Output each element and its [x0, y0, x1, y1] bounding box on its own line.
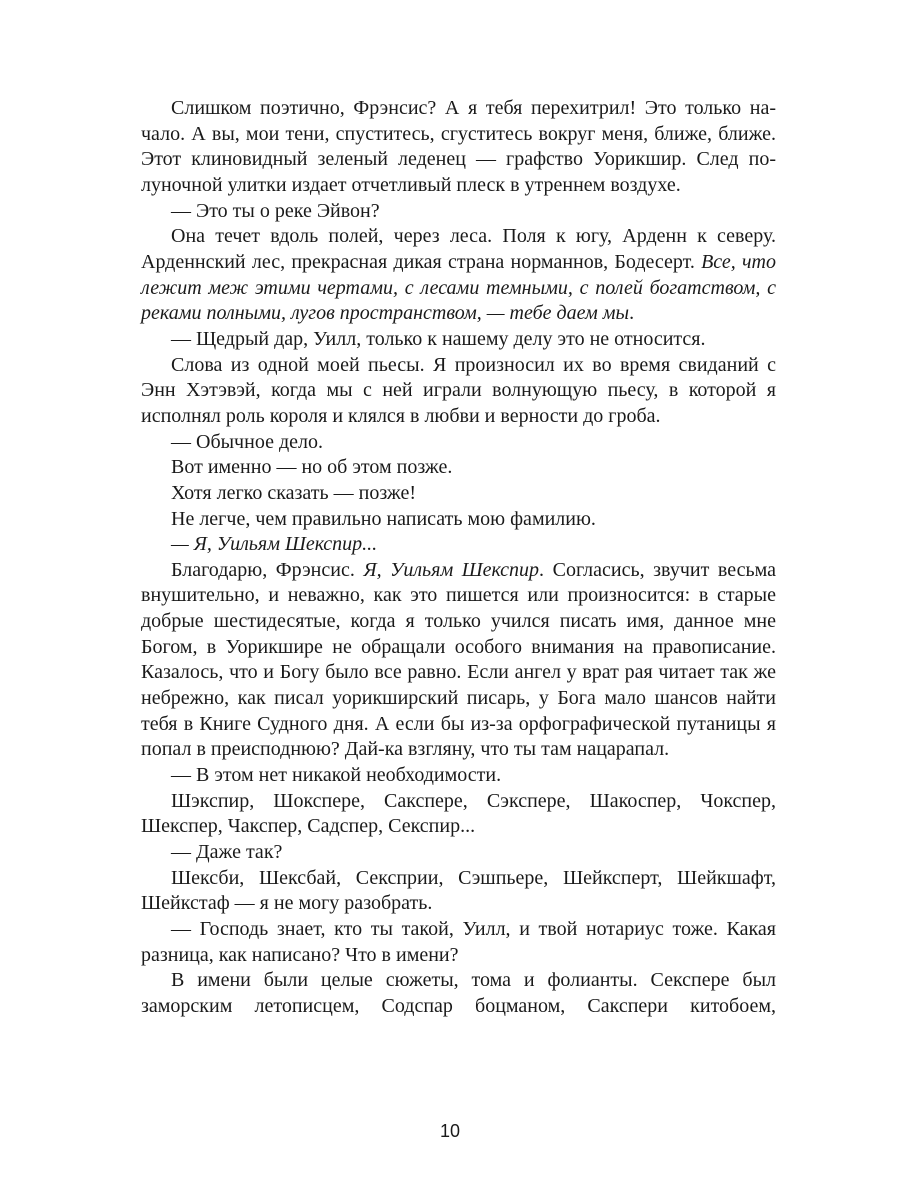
paragraph-3: Она течет вдоль полей, через леса. Поля к югу, Арденн к северу. Арденнский лес, прекрасная дикая страна норманнов, Бодесерт. Все, что лежит меж этими чертами, с лесами темными, с полей богатством, с реками полными, лугов пространством, — тебе даем мы. — [141, 225, 776, 325]
paragraph-15: Шексби, Шексбай, Сексприи, Сэшпьере, Шейксперт, Шейкшафт, Шейкстаф — я не могу разобрать. — [141, 866, 776, 915]
paragraph-6: — Обычное дело. — [171, 430, 323, 453]
book-page-body — [141, 96, 776, 1020]
paragraph-9: Не легче, чем правильно написать мою фамилию. — [171, 507, 596, 530]
paragraph-12: — В этом нет никакой необходимости. — [171, 764, 502, 787]
paragraph-13: Шэкспир, Шокспере, Сакспере, Сэкспере, Шакоспер, Чокспер, Шекспер, Чакспер, Садспер, Секспир... — [141, 789, 776, 838]
paragraph-17: В имени были целые сюжеты, тома и фолианты. Сексперe был заморским летописцем, Содспар боцманом, Сакспери китобоем, — [141, 969, 776, 1017]
paragraph-11: Благодарю, Фрэнсис. Я, Уильям Шекспир. Согласись, звучит весьма внушительно, и неважно, как это пишется или произносится: в старые добрые шестидесятые, когда я только учился писать имя, данное мне Богом, в Уорикшире не обращали особого внимания на правописание. Казалось, что и Богу было все равно. Если ангел у врат рая читает так же небрежно, как писал уорикширский писарь, у Бога мало шансов найти тебя в Книге Судного дня. А если бы из-за орфографической путаницы я попал в преисподнюю? Дай-ка взгляну, что ты там нацарапал. — [141, 558, 777, 761]
paragraph-1: Слишком поэтично, Фрэнсис? А я тебя перехитрил! Это только начало. А вы, мои тени, спуститесь, сгуститесь вокруг меня, ближе, ближе. Этот клиновидный зеленый леденец — графство Уорикшир. След полуночной улитки издает отчетливый плеск в утреннем воздухе. — [141, 97, 776, 196]
paragraph-14: — Даже так? — [171, 841, 283, 864]
paragraph-16: — Господь знает, кто ты такой, Уилл, и твой нотариус тоже. Какая разница, как написано? Что в имени? — [141, 918, 776, 966]
italic-quote: Все, что лежит меж этими чертами, с лесами темными, с полей богатством, с реками полными, лугов пространством, — тебе даем мы — [141, 250, 776, 325]
italic-name: Я, Уильям Шекспир — [363, 558, 540, 581]
paragraph-4: — Щедрый дар, Уилл, только к нашему делу это не относится. — [171, 327, 706, 350]
paragraph-2: — Это ты о реке Эйвон? — [171, 199, 380, 222]
paragraph-10: — Я, Уильям Шекспир... — [171, 533, 378, 556]
page-number: 10 — [439, 1121, 461, 1141]
paragraph-8: Хотя легко сказать — позже! — [171, 481, 416, 504]
paragraph-5: Слова из одной моей пьесы. Я произносил их во время свиданий с Энн Хэтэвэй, когда мы с ней играли волнующую пьесу, в которой я исполнял роль короля и клялся в любви и верности до гроба. — [141, 353, 776, 427]
paragraph-7: Вот именно — но об этом позже. — [171, 456, 453, 479]
